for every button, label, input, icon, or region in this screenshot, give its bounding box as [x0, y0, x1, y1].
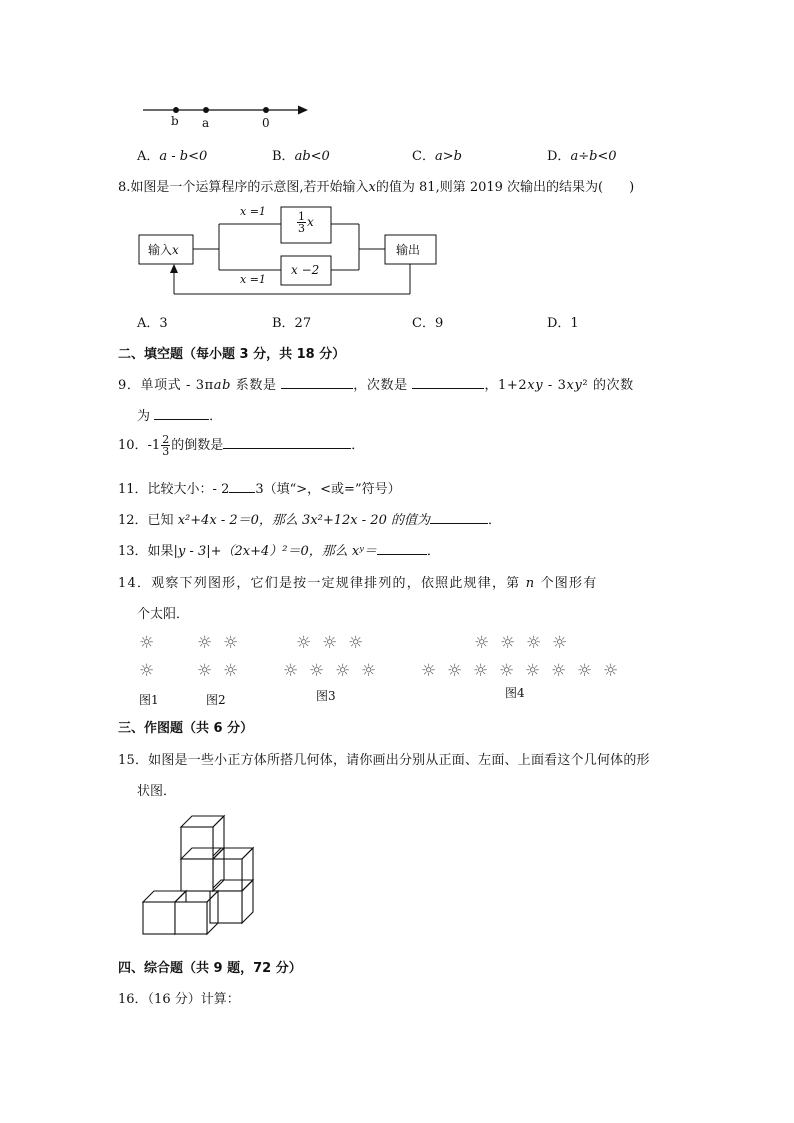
- sun-icon: ☼: [322, 633, 338, 653]
- sun-icon: ☼: [525, 661, 541, 681]
- q7-option-d: D．a÷b<0: [547, 149, 617, 164]
- fig-label-1: 图1: [139, 693, 159, 707]
- output-label: 输出: [396, 243, 421, 257]
- q7-option-c: C．a>b: [412, 149, 462, 164]
- fig-label-4: 图4: [505, 686, 525, 700]
- sun-icon: ☼: [283, 661, 299, 681]
- sun-icon: ☼: [500, 633, 516, 653]
- sun-icon: ☼: [139, 661, 155, 681]
- sun-icon: ☼: [361, 661, 377, 681]
- cond-bottom: x =1: [240, 273, 266, 286]
- q8-option-b: B．27: [272, 316, 312, 331]
- cube-edge: [213, 816, 224, 859]
- q8-option-d: D．1: [547, 316, 579, 331]
- sun-icon: ☼: [223, 633, 239, 653]
- section-3-title: 三、作图题（共 6 分）: [118, 721, 254, 736]
- sun-icon: ☼: [473, 661, 489, 681]
- label-a: a: [202, 116, 210, 130]
- label-0: 0: [262, 116, 270, 130]
- q10: 10．-1 $\frac{2}{3}$ 的倒数是 ．: [118, 433, 365, 458]
- fig-label-3: 图3: [316, 689, 336, 703]
- q7-option-b: B．ab<0: [272, 149, 330, 164]
- q16: 16．（16 分）计算：: [118, 992, 240, 1007]
- cube-edge: [181, 859, 213, 891]
- cube-edge: [242, 848, 253, 891]
- sun-icon: ☼: [197, 633, 213, 653]
- q14-line2: 个太阳．: [137, 607, 190, 622]
- q9-line1: 9．单项式 - 3πab 系数是 ，次数是 ，1+2xy - 3xy² 的次数: [118, 374, 634, 393]
- op-top-expr: $\frac{1}{3}$ x: [298, 210, 314, 235]
- sun-icon: ☼: [309, 661, 325, 681]
- sun-icon: ☼: [526, 633, 542, 653]
- cube-edge: [181, 816, 224, 827]
- sun-icon: ☼: [348, 633, 364, 653]
- section-4-title: 四、综合题（共 9 题，72 分）: [118, 961, 302, 976]
- q9-line2: 为 ．: [137, 405, 222, 424]
- sun-icon: ☼: [139, 633, 155, 653]
- cube-edge: [143, 902, 175, 934]
- q7-option-a: A．a - b<0: [137, 149, 208, 164]
- label-b: b: [171, 114, 179, 128]
- op-bottom-expr: x −2: [291, 263, 320, 277]
- q15-line1: 15．如图是一些小正方体所搭几何体，请你画出分别从正面、左面、上面看这个几何体的形: [118, 753, 650, 768]
- sun-icon: ☼: [551, 661, 567, 681]
- sun-icon: ☼: [335, 661, 351, 681]
- sun-icon: ☼: [577, 661, 593, 681]
- q11: 11．比较大小：- 2 3（填“>，<或=”符号）: [118, 478, 401, 497]
- sun-icon: ☼: [296, 633, 312, 653]
- cube-edge: [210, 848, 253, 859]
- sun-icon: ☼: [603, 661, 619, 681]
- q13: 13．如果|y - 3|+（2x+4）²＝0，那么 xʸ＝ ．: [118, 540, 440, 559]
- cond-top: x =1: [240, 205, 266, 218]
- sun-icon: ☼: [499, 661, 515, 681]
- sun-icon: ☼: [223, 661, 239, 681]
- q8-option-c: C．9: [412, 316, 444, 331]
- q15-line2: 状图．: [137, 784, 177, 799]
- q8-question: 8.如图是一个运算程序的示意图,若开始输入x的值为 81,则第 2019 次输出的结果为( ): [118, 180, 635, 195]
- fig-label-2: 图2: [206, 693, 226, 707]
- sun-icon: ☼: [552, 633, 568, 653]
- q12: 12．已知 x²+4x - 2＝0，那么 3x²+12x - 20 的值为 ．: [118, 509, 501, 528]
- sun-icon: ☼: [197, 661, 213, 681]
- q14-line1: 14．观察下列图形，它们是按一定规律排列的，依照此规律，第 n 个图形有: [118, 576, 598, 591]
- section-2-title: 二、填空题（每小题 3 分，共 18 分）: [118, 347, 346, 362]
- q8-option-a: A．3: [137, 316, 168, 331]
- cube-edge: [242, 880, 253, 923]
- cube-edge: [143, 891, 186, 902]
- sun-icon: ☼: [474, 633, 490, 653]
- sun-icon: ☼: [447, 661, 463, 681]
- cube-edge: [210, 891, 242, 923]
- input-label: 输入x: [148, 243, 179, 257]
- cube-edge: [175, 902, 207, 934]
- sun-icon: ☼: [421, 661, 437, 681]
